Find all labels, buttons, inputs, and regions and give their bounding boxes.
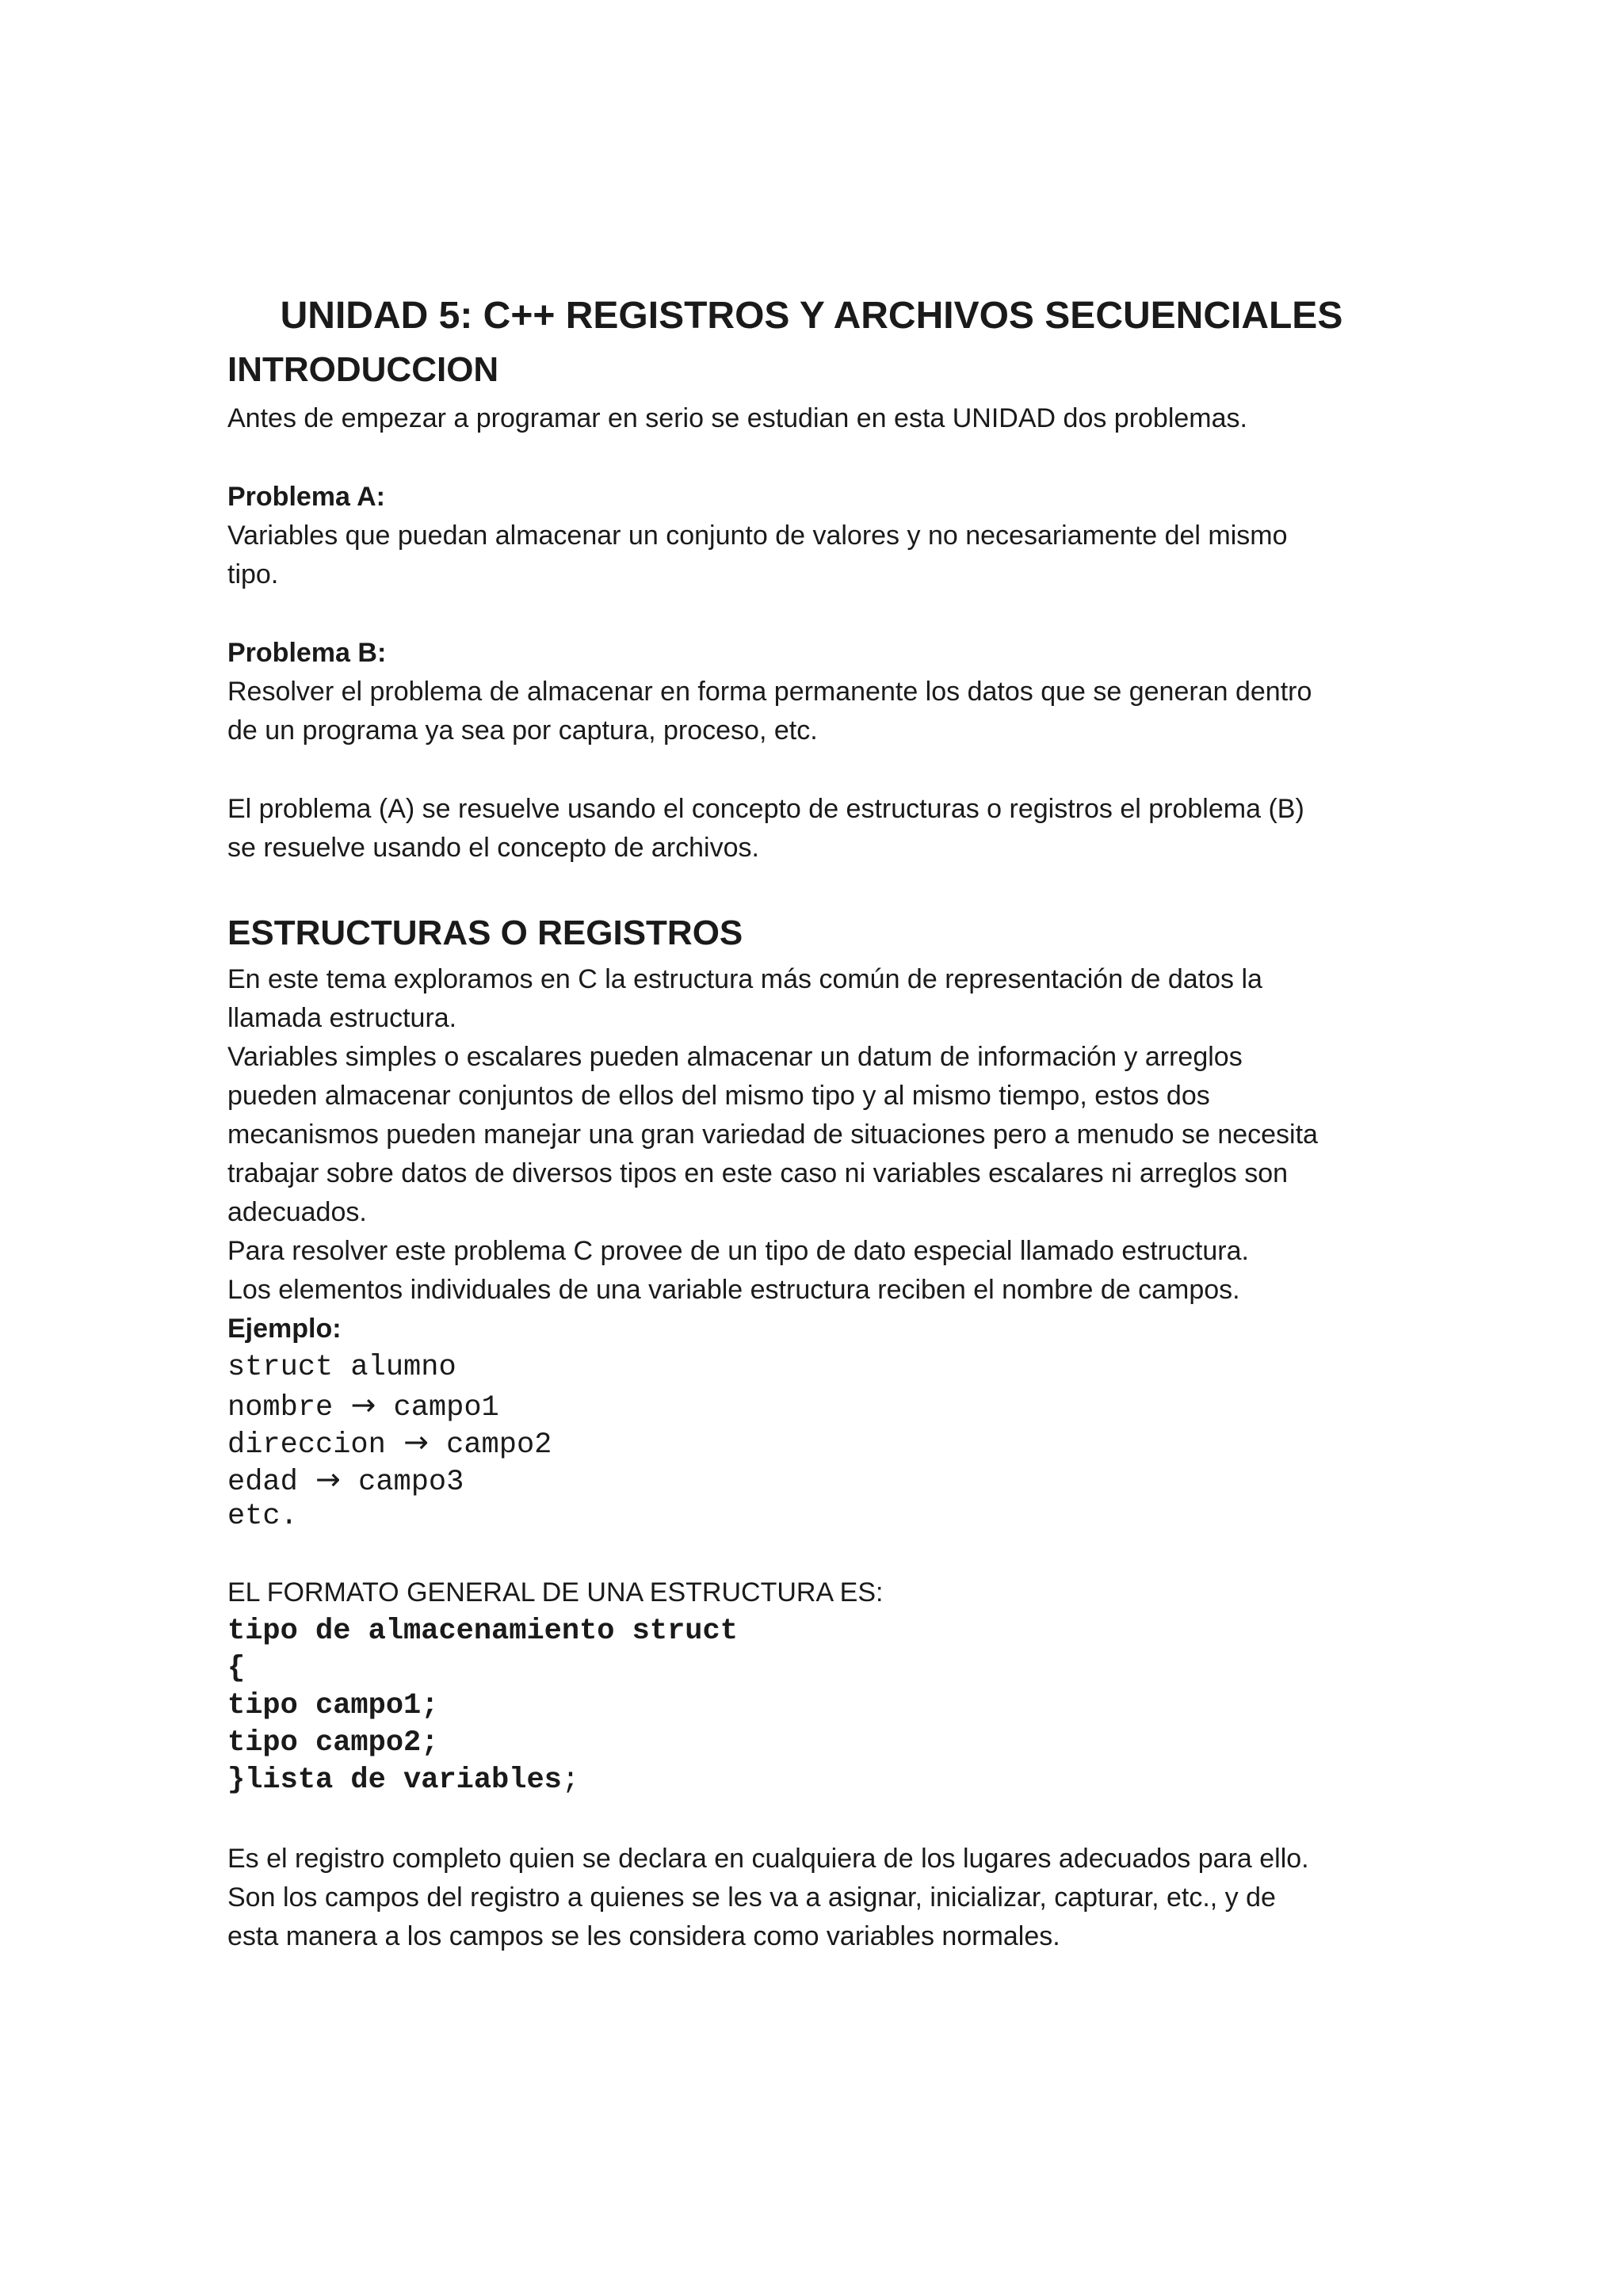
- structures-text: llamada estructura.: [227, 1003, 457, 1033]
- structures-text: pueden almacenar conjuntos de ellos del mismo tipo y al mismo tiempo, estos dos: [227, 1081, 1210, 1111]
- format-label: EL FORMATO GENERAL DE UNA ESTRUCTURA ES:: [227, 1577, 884, 1608]
- format-code-line: tipo campo1;: [227, 1689, 439, 1722]
- example-field-line: [227, 1386, 499, 1426]
- field-name: nombre: [227, 1391, 334, 1425]
- closing-text: esta manera a los campos se les considera como variables normales.: [227, 1921, 1060, 1951]
- arrow-icon: →: [403, 1425, 429, 1459]
- problem-a-text-1: Variables que puedan almacenar un conjunto de valores y no necesariamente del mismo: [227, 521, 1288, 551]
- structures-text: En este tema exploramos en C la estructura más común de representación de datos la: [227, 964, 1262, 994]
- format-code-semicolon: ;: [561, 1764, 580, 1797]
- resolution-text-2: se resuelve usando el concepto de archivos.: [227, 833, 759, 863]
- closing-text: Son los campos del registro a quienes se les va a asignar, inicializar, capturar, etc., y de: [227, 1882, 1276, 1913]
- field-campo: campo2: [446, 1428, 552, 1462]
- arrow-icon: →: [350, 1387, 376, 1422]
- example-label: Ejemplo:: [227, 1314, 342, 1344]
- format-code-line: tipo campo2;: [227, 1726, 439, 1760]
- field-campo: campo1: [393, 1391, 499, 1425]
- problem-b-label: Problema B:: [227, 638, 387, 668]
- format-code-line: tipo de almacenamiento struct: [227, 1615, 738, 1648]
- problem-a-text-2: tipo.: [227, 559, 279, 589]
- intro-text: Antes de empezar a programar en serio se estudian en esta UNIDAD dos problemas.: [227, 403, 1247, 433]
- resolution-text-1: El problema (A) se resuelve usando el concepto de estructuras o registros el problema (B): [227, 794, 1304, 824]
- format-code-line: {: [227, 1652, 246, 1685]
- structures-heading: ESTRUCTURAS O REGISTROS: [227, 913, 743, 952]
- field-name: edad: [227, 1466, 298, 1499]
- structures-text: Para resolver este problema C provee de un tipo de dato especial llamado estructura.: [227, 1236, 1249, 1266]
- example-etc: etc.: [227, 1500, 298, 1533]
- format-code-bold: }lista de variables: [227, 1764, 562, 1797]
- problem-a-label: Problema A:: [227, 482, 386, 512]
- arrow-icon: →: [315, 1462, 341, 1497]
- problem-b-text-1: Resolver el problema de almacenar en forma permanente los datos que se generan dentro: [227, 677, 1312, 707]
- field-campo: campo3: [358, 1466, 464, 1499]
- page-title: UNIDAD 5: C++ REGISTROS Y ARCHIVOS SECUENCIALES: [280, 295, 1343, 337]
- example-struct-line: struct alumno: [227, 1351, 456, 1384]
- structures-text: Los elementos individuales de una variable estructura reciben el nombre de campos.: [227, 1275, 1240, 1305]
- format-code-last-line: [227, 1762, 579, 1798]
- closing-text: Es el registro completo quien se declara en cualquiera de los lugares adecuados para ello.: [227, 1844, 1309, 1874]
- example-field-line: [227, 1424, 552, 1463]
- structures-text: Variables simples o escalares pueden almacenar un datum de información y arreglos: [227, 1042, 1243, 1072]
- example-field-line: [227, 1461, 464, 1501]
- structures-text: adecuados.: [227, 1197, 367, 1227]
- field-name: direccion: [227, 1428, 386, 1462]
- intro-heading: INTRODUCCION: [227, 350, 499, 389]
- problem-b-text-2: de un programa ya sea por captura, proceso, etc.: [227, 715, 818, 746]
- structures-text: mecanismos pueden manejar una gran variedad de situaciones pero a menudo se necesita: [227, 1119, 1318, 1150]
- structures-text: trabajar sobre datos de diversos tipos en este caso ni variables escalares ni arreglos son: [227, 1158, 1289, 1188]
